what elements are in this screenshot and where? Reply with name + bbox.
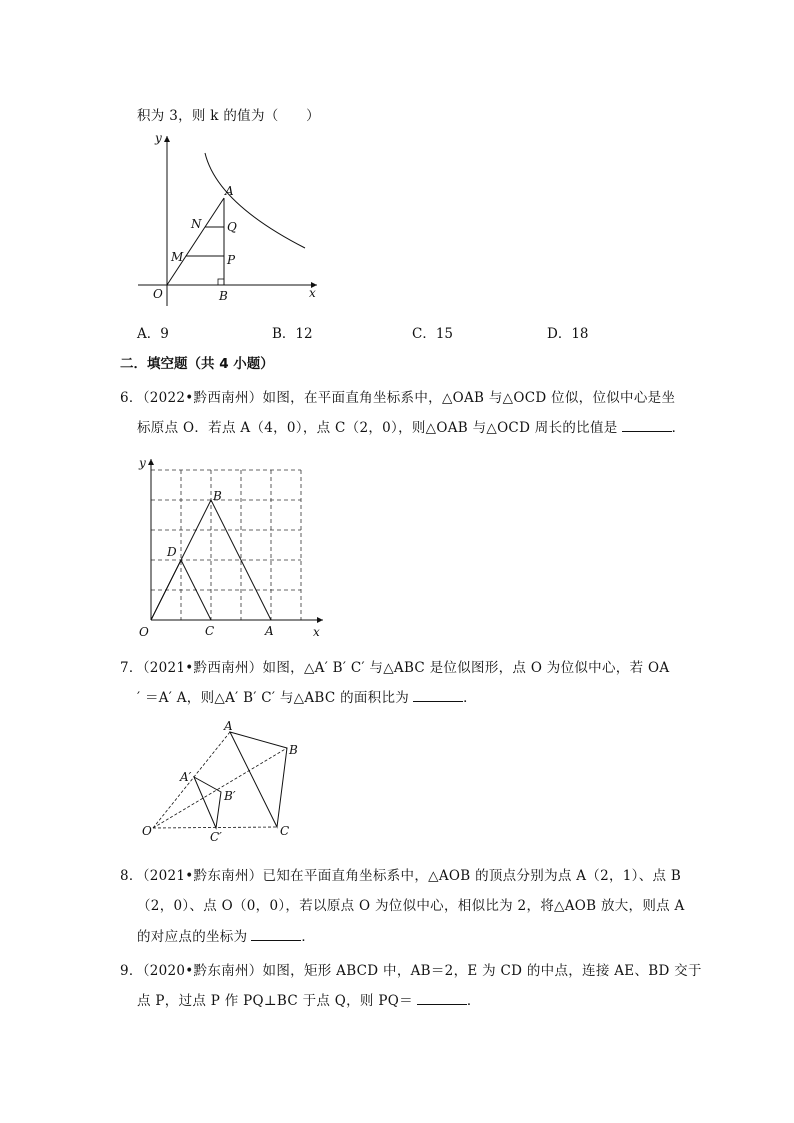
- q6-label-y: y: [139, 456, 146, 470]
- q5-label-O: O: [153, 287, 163, 301]
- q7-label-C: C: [280, 824, 290, 838]
- q7-line2-text: ′ ＝A′ A，则△A′ B′ C′ 与△ABC 的面积比为: [137, 690, 410, 706]
- q9-line1: 9．（2020•黔东南州）如图，矩形 ABCD 中，AB＝2，E 为 CD 的中点，连接 AE、BD 交于: [120, 963, 702, 979]
- q5-hyperbola: [205, 153, 305, 248]
- q6-line2: [137, 416, 685, 436]
- q5-label-y: y: [155, 131, 162, 145]
- q5-label-M: M: [171, 250, 184, 264]
- q7-label-O: O: [142, 824, 152, 838]
- q6-line2-text: 标原点 O．若点 A（4，0），点 C（2，0），则△OAB 与△OCD 周长的比值是: [137, 420, 618, 436]
- q9-line2-end: ．: [466, 993, 481, 1009]
- q5-option-b: B．12: [272, 326, 313, 342]
- q6-label-C: C: [205, 624, 215, 638]
- q7-figure: [140, 720, 310, 845]
- q5-label-P: P: [227, 253, 236, 267]
- q6-line1: 6．（2022•黔西南州）如图，在平面直角坐标系中，△OAB 与△OCD 位似，位似中心是坐: [120, 390, 676, 406]
- q5-label-x: x: [309, 286, 316, 300]
- q8-line3-end: ．: [301, 929, 316, 945]
- q6-label-A: A: [265, 624, 274, 638]
- q6-figure: [135, 455, 335, 640]
- q7-label-B: B: [289, 743, 298, 757]
- q6-label-x: x: [313, 625, 320, 639]
- q5-right-angle: [218, 279, 224, 285]
- q5-label-N: N: [191, 217, 202, 231]
- q6-label-B: B: [213, 489, 222, 503]
- q6-answer-blank[interactable]: [622, 419, 672, 432]
- q7-answer-blank[interactable]: [413, 689, 463, 702]
- q8-answer-blank[interactable]: [251, 928, 301, 941]
- q5-line-OA: [167, 198, 224, 285]
- q5-label-B: B: [219, 289, 228, 303]
- q7-line1: 7．（2021•黔西南州）如图，△A′ B′ C′ 与△ABC 是位似图形，点 O 为位似中心，若 OA: [120, 660, 670, 676]
- q8-line2: （2，0）、点 O（0，0），若以原点 O 为位似中心，相似比为 2，将△AOB 放大，则点 A: [137, 898, 685, 914]
- section-heading: 二．填空题（共 4 小题）: [120, 356, 274, 372]
- q6-line2-end: ．: [671, 420, 686, 436]
- q9-line2-text: 点 P，过点 P 作 PQ⊥BC 于点 Q，则 PQ＝: [137, 993, 413, 1009]
- q7-label-C1: C′: [210, 830, 222, 844]
- q7-label-A1: A′: [180, 770, 192, 784]
- q9-answer-blank[interactable]: [417, 992, 467, 1005]
- q5-figure: [135, 128, 325, 308]
- q7-line2-end: ．: [463, 690, 477, 706]
- q7-label-B1: B′: [224, 789, 236, 803]
- q8-line1: 8．（2021•黔东南州）已知在平面直角坐标系中，△AOB 的顶点分别为点 A（2，1）、点 B: [120, 868, 682, 884]
- q5-label-A: A: [225, 184, 234, 198]
- q7-line2: [137, 686, 477, 706]
- q5-option-d: D．18: [547, 326, 589, 342]
- q5-label-Q: Q: [227, 220, 237, 234]
- q5-option-a: A．9: [137, 326, 169, 342]
- q7-triangle-ABC: [230, 732, 287, 827]
- q5-option-c: C．15: [412, 326, 454, 342]
- q7-triangle-A1B1C1: [194, 777, 221, 828]
- q5-tail: 积为 3，则 k 的值为（ ）: [137, 108, 320, 124]
- q7-dashed-rays: [153, 732, 287, 828]
- q8-line3: [137, 925, 315, 945]
- q6-label-D: D: [167, 545, 177, 559]
- q8-line3-text: 的对应点的坐标为: [137, 929, 248, 945]
- q7-label-A: A: [224, 719, 233, 733]
- q9-line2: [137, 989, 481, 1009]
- q6-label-O: O: [139, 625, 149, 639]
